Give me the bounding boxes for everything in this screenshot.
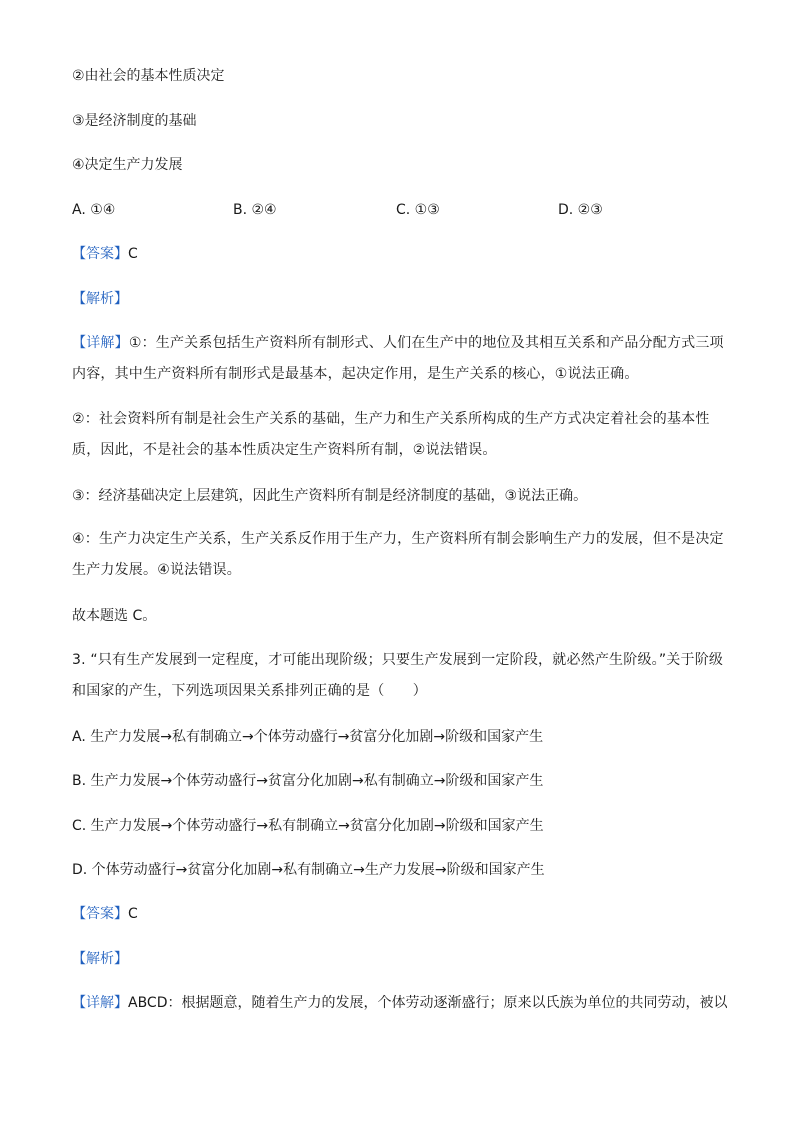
q2-item-2: ②由社会的基本性质决定 xyxy=(72,68,225,84)
answer-value: C xyxy=(128,906,138,922)
q2-detail-4: ④：生产力决定生产关系，生产关系反作用于生产力，生产资料所有制会影响生产力的发展，但不是决定生产力发展。④说法错误。 xyxy=(72,531,724,578)
answer-tag: 【答案】 xyxy=(72,246,128,262)
q3-option-c: C. 生产力发展→个体劳动盛行→私有制确立→贫富分化加剧→阶级和国家产生 xyxy=(72,818,544,834)
q2-conclusion: 故本题选 C。 xyxy=(72,608,157,624)
q2-item-3: ③是经济制度的基础 xyxy=(72,113,197,129)
q2-option-a: A. ①④ xyxy=(72,202,116,218)
q2-option-b: B. ②④ xyxy=(233,202,277,218)
detail-text: ①：生产关系包括生产资料所有制形式、人们在生产中的地位及其相互关系和产品分配方式三项内容，其中生产资料所有制形式是最基本，起决定作用，是生产关系的核心，①说法正确。 xyxy=(72,335,724,382)
q2-option-d: D. ②③ xyxy=(558,202,603,218)
q3-answer xyxy=(72,904,138,924)
q3-option-a: A. 生产力发展→私有制确立→个体劳动盛行→贫富分化加剧→阶级和国家产生 xyxy=(72,729,544,745)
answer-tag: 【答案】 xyxy=(72,906,128,922)
q3-analysis-tag: 【解析】 xyxy=(72,951,128,967)
q3-detail-1 xyxy=(72,993,728,1013)
answer-value: C xyxy=(128,246,138,262)
q2-option-c: C. ①③ xyxy=(396,202,440,218)
q2-detail-3: ③：经济基础决定上层建筑，因此生产资料所有制是经济制度的基础，③说法正确。 xyxy=(72,488,588,504)
q2-item-4: ④决定生产力发展 xyxy=(72,157,183,173)
q3-option-b: B. 生产力发展→个体劳动盛行→贫富分化加剧→私有制确立→阶级和国家产生 xyxy=(72,773,544,789)
q2-analysis-tag: 【解析】 xyxy=(72,291,128,307)
q3-stem: 3. “只有生产发展到一定程度，才可能出现阶级；只要生产发展到一定阶段，就必然产生阶级。”关于阶级和国家的产生，下列选项因果关系排列正确的是（ ） xyxy=(72,652,724,699)
q3-option-d: D. 个体劳动盛行→贫富分化加剧→私有制确立→生产力发展→阶级和国家产生 xyxy=(72,862,545,878)
q2-detail-1 xyxy=(72,328,724,390)
q2-detail-2: ②：社会资料所有制是社会生产关系的基础，生产力和生产关系所构成的生产方式决定着社会的基本性质，因此，不是社会的基本性质决定生产资料所有制，②说法错误。 xyxy=(72,411,710,458)
detail-text: ABCD：根据题意，随着生产力的发展，个体劳动逐渐盛行；原来以氏族为单位的共同劳动，被以 xyxy=(128,995,728,1011)
q2-answer xyxy=(72,244,138,264)
detail-tag: 【详解】 xyxy=(72,335,129,351)
detail-tag: 【详解】 xyxy=(72,995,128,1011)
